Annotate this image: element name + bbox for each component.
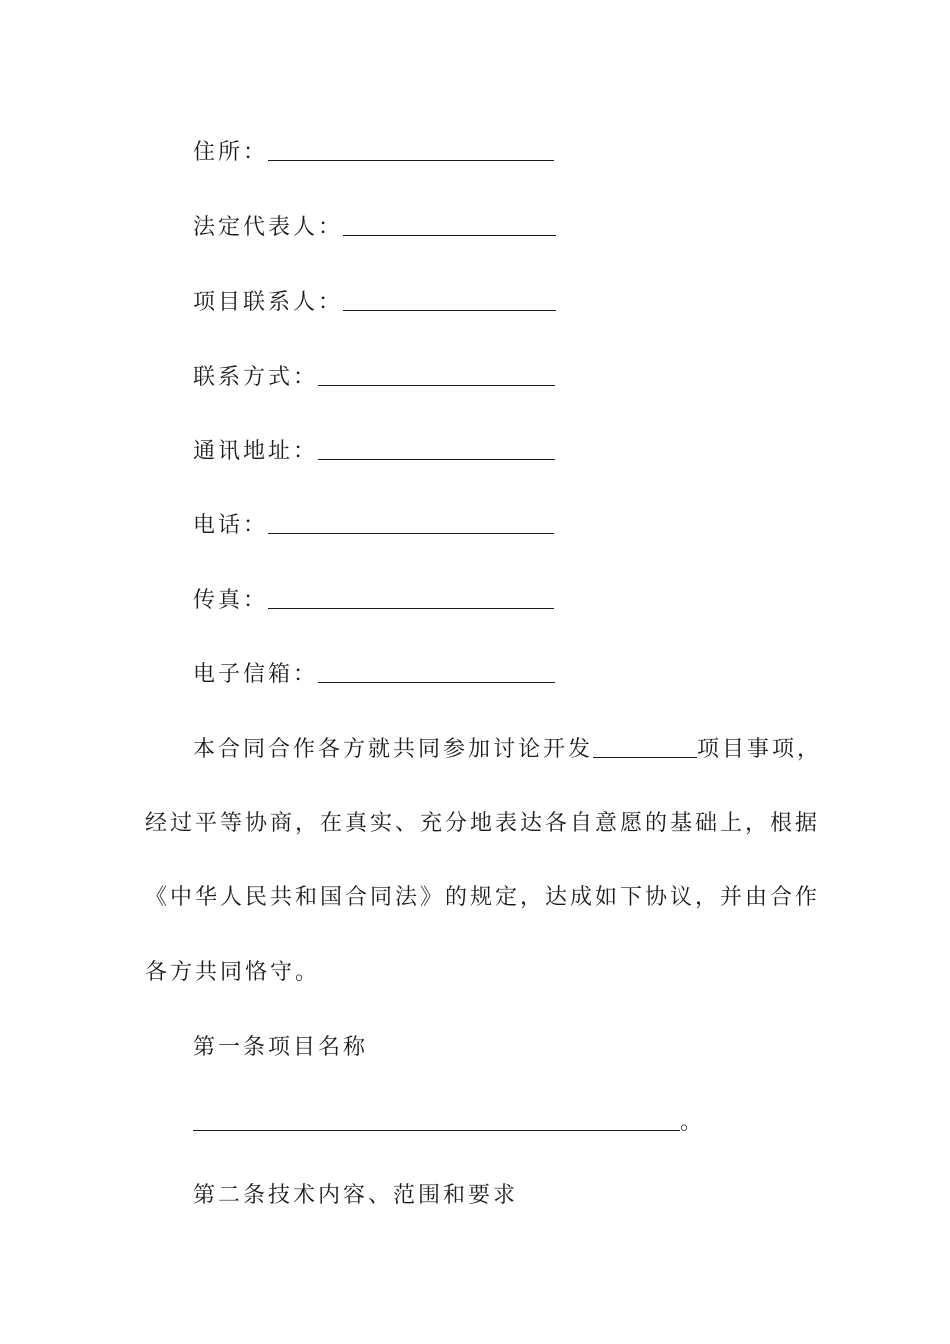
- project-name-fill-blank[interactable]: [193, 1110, 680, 1131]
- field-label: 电子信箱：: [193, 662, 319, 687]
- article-1-blank-line: [193, 1108, 705, 1138]
- fill-in-blank[interactable]: [318, 439, 555, 460]
- field-label: 通讯地址：: [193, 439, 319, 464]
- preamble-text: 本合同合作各方就共同参加讨论开发: [193, 737, 594, 762]
- preamble-line-3: 《中华人民共和国合同法》的规定，达成如下协议，并由合作: [145, 885, 821, 910]
- preamble-line-1: [193, 735, 822, 765]
- field-project-contact: [193, 288, 556, 318]
- field-address: [193, 138, 554, 168]
- fill-in-blank[interactable]: [343, 290, 556, 311]
- article-2-title: 第二条技术内容、范围和要求: [193, 1183, 519, 1208]
- field-fax: [193, 586, 554, 616]
- fill-in-blank[interactable]: [318, 662, 555, 683]
- field-label: 住所：: [193, 140, 269, 165]
- article-1-title: 第一条项目名称: [193, 1035, 369, 1060]
- fill-in-blank[interactable]: [343, 215, 556, 236]
- fill-in-blank[interactable]: [268, 588, 554, 609]
- field-label: 法定代表人：: [193, 215, 344, 240]
- field-phone: [193, 511, 554, 541]
- preamble-line-2: 经过平等协商，在真实、充分地表达各自意愿的基础上，根据: [145, 811, 821, 836]
- field-legal-representative: [193, 213, 556, 243]
- fill-in-blank[interactable]: [268, 140, 554, 161]
- preamble-text: 项目事项，: [697, 737, 823, 762]
- preamble-line-4: 各方共同恪守。: [145, 960, 321, 985]
- field-contact-method: [193, 363, 555, 393]
- field-label: 联系方式：: [193, 365, 319, 390]
- project-name-blank[interactable]: [593, 737, 697, 758]
- period-mark: 。: [680, 1110, 706, 1135]
- field-label: 电话：: [193, 513, 269, 538]
- field-label: 项目联系人：: [193, 290, 344, 315]
- fill-in-blank[interactable]: [268, 513, 554, 534]
- field-mailing-address: [193, 437, 555, 467]
- field-label: 传真：: [193, 588, 269, 613]
- field-email: [193, 660, 555, 690]
- fill-in-blank[interactable]: [318, 365, 555, 386]
